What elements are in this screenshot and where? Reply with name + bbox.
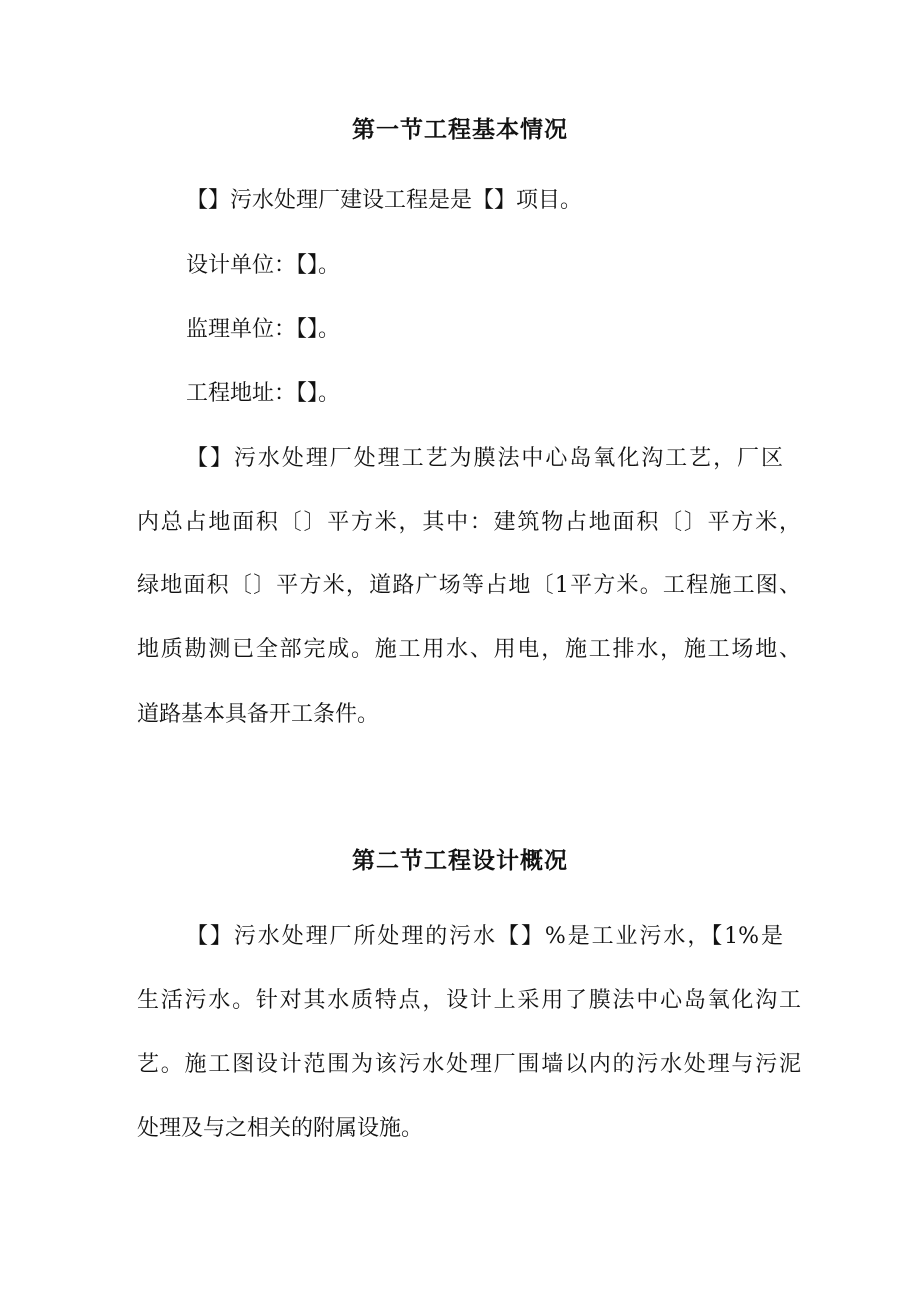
supervision-unit: 监理单位：【】。 xyxy=(186,317,341,342)
section2-paragraph-line: 艺。施工图设计范围为该污水处理厂围墙以内的污水处理与污泥 xyxy=(137,1052,801,1077)
design-unit: 设计单位：【】。 xyxy=(186,253,341,278)
section2-paragraph-line: 生活污水。针对其水质特点，设计上采用了膜法中心岛氧化沟工 xyxy=(137,988,801,1013)
section2-paragraph-line: 【】污水处理厂所处理的污水【】%是工业污水，【1%是 xyxy=(186,924,783,949)
section1-paragraph-line: 道路基本具备开工条件。 xyxy=(137,702,380,727)
section1-paragraph-line: 内总占地面积〔〕平方米，其中：建筑物占地面积〔〕平方米， xyxy=(137,510,801,535)
section1-title: 第一节工程基本情况 xyxy=(352,117,568,143)
section2-title: 第二节工程设计概况 xyxy=(352,848,568,874)
section2-paragraph-line: 处理及与之相关的附属设施。 xyxy=(137,1116,424,1141)
section1-paragraph-line: 绿地面积〔〕平方米，道路广场等占地〔1平方米。工程施工图、 xyxy=(137,573,801,598)
project-address: 工程地址：【】。 xyxy=(186,381,341,406)
project-intro: 【】污水处理厂建设工程是是【】项目。 xyxy=(186,188,583,213)
section1-paragraph-line: 【】污水处理厂处理工艺为膜法中心岛氧化沟工艺，厂区 xyxy=(186,446,783,471)
section1-paragraph-line: 地质勘测已全部完成。施工用水、用电，施工排水，施工场地、 xyxy=(137,637,801,662)
